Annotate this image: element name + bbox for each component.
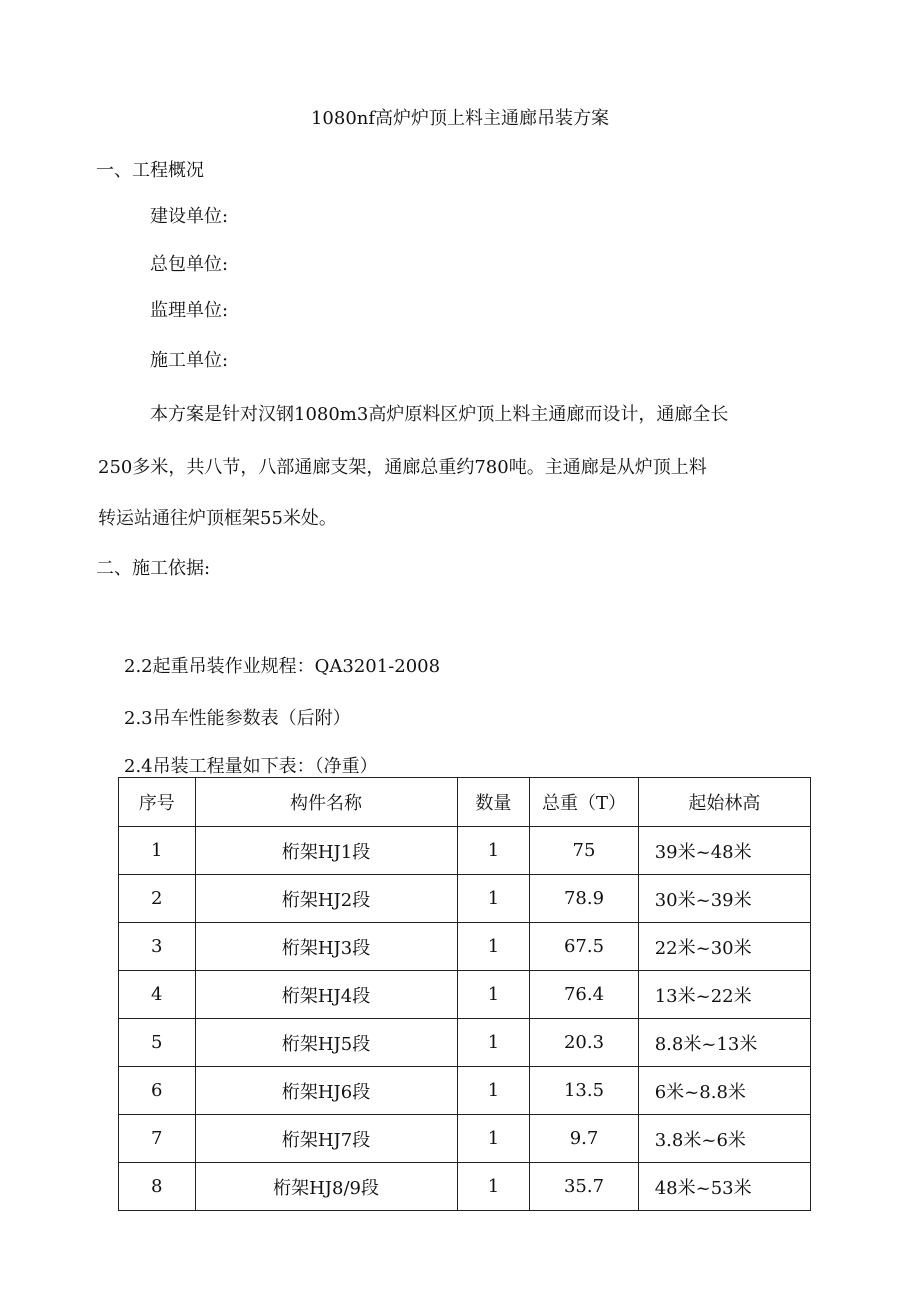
cell-seq: 8 <box>119 1163 196 1211</box>
cell-component-name: 桁架HJ4段 <box>195 971 457 1019</box>
cell-seq: 3 <box>119 923 196 971</box>
table-row <box>119 827 811 875</box>
field-owner: 建设单位: <box>150 206 229 227</box>
cell-quantity: 1 <box>457 827 530 875</box>
cell-seq: 5 <box>119 1019 196 1067</box>
table-row <box>119 923 811 971</box>
field-supervisor: 监理单位: <box>150 300 229 321</box>
cell-total-weight: 67.5 <box>530 923 638 971</box>
basis-item: 2.3吊车性能参数表（后附） <box>124 708 351 729</box>
header-quantity: 数量 <box>457 778 530 827</box>
cell-seq: 4 <box>119 971 196 1019</box>
cell-total-weight: 20.3 <box>530 1019 638 1067</box>
cell-component-name: 桁架HJ3段 <box>195 923 457 971</box>
table-row <box>119 875 811 923</box>
table-row <box>119 1115 811 1163</box>
cell-quantity: 1 <box>457 923 530 971</box>
cell-start-height: 13米~22米 <box>638 971 810 1019</box>
document-title: 1080nf高炉炉顶上料主通廊吊装方案 <box>310 108 610 129</box>
cell-start-height: 39米~48米 <box>638 827 810 875</box>
table-row <box>119 1163 811 1211</box>
cell-total-weight: 13.5 <box>530 1067 638 1115</box>
cell-seq: 2 <box>119 875 196 923</box>
section-2-heading: 二、施工依据: <box>96 558 211 579</box>
header-seq: 序号 <box>119 778 196 827</box>
cell-quantity: 1 <box>457 1067 530 1115</box>
cell-start-height: 3.8米~6米 <box>638 1115 810 1163</box>
section-1-heading: 一、工程概况 <box>96 160 204 181</box>
cell-start-height: 48米~53米 <box>638 1163 810 1211</box>
table-row <box>119 971 811 1019</box>
cell-total-weight: 75 <box>530 827 638 875</box>
cell-start-height: 8.8米~13米 <box>638 1019 810 1067</box>
field-constructor: 施工单位: <box>150 350 229 371</box>
basis-item: 2.4吊装工程量如下表：（净重） <box>124 756 378 777</box>
cell-component-name: 桁架HJ6段 <box>195 1067 457 1115</box>
cell-total-weight: 78.9 <box>530 875 638 923</box>
cell-component-name: 桁架HJ5段 <box>195 1019 457 1067</box>
table-row <box>119 1019 811 1067</box>
cell-component-name: 桁架HJ2段 <box>195 875 457 923</box>
cell-start-height: 22米~30米 <box>638 923 810 971</box>
cell-start-height: 6米~8.8米 <box>638 1067 810 1115</box>
cell-start-height: 30米~39米 <box>638 875 810 923</box>
field-general-contractor: 总包单位: <box>150 254 229 275</box>
overview-paragraph-line-1: 本方案是针对汉钢1080m3高炉原料区炉顶上料主通廊而设计，通廊全长 <box>150 404 729 425</box>
cell-quantity: 1 <box>457 971 530 1019</box>
table-header-row <box>119 778 811 827</box>
cell-component-name: 桁架HJ1段 <box>195 827 457 875</box>
cell-seq: 1 <box>119 827 196 875</box>
cell-quantity: 1 <box>457 1019 530 1067</box>
cell-seq: 7 <box>119 1115 196 1163</box>
basis-item: 2.2起重吊装作业规程：QA3201-2008 <box>124 656 441 677</box>
cell-total-weight: 9.7 <box>530 1115 638 1163</box>
cell-total-weight: 76.4 <box>530 971 638 1019</box>
lifting-quantity-table <box>118 777 811 1211</box>
cell-quantity: 1 <box>457 1163 530 1211</box>
overview-paragraph-line-2: 250多米，共八节，八部通廊支架，通廊总重约780吨。主通廊是从炉顶上料 <box>98 457 707 478</box>
header-total-weight: 总重（T） <box>530 778 638 827</box>
cell-quantity: 1 <box>457 1115 530 1163</box>
header-component-name: 构件名称 <box>195 778 457 827</box>
table-row <box>119 1067 811 1115</box>
cell-component-name: 桁架HJ8/9段 <box>195 1163 457 1211</box>
cell-component-name: 桁架HJ7段 <box>195 1115 457 1163</box>
cell-total-weight: 35.7 <box>530 1163 638 1211</box>
cell-quantity: 1 <box>457 875 530 923</box>
overview-paragraph-line-3: 转运站通往炉顶框架55米处。 <box>98 508 337 529</box>
cell-seq: 6 <box>119 1067 196 1115</box>
header-start-height: 起始林高 <box>638 778 810 827</box>
